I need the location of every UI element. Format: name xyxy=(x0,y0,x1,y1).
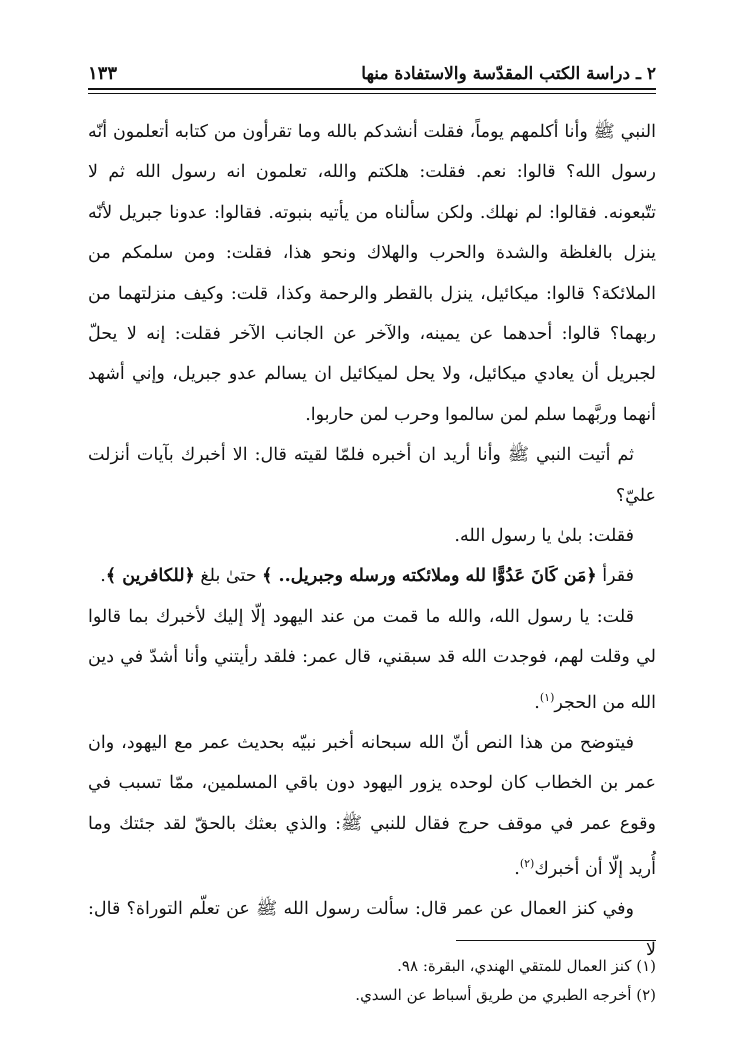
paragraph-1: النبي ﷺ وأنا أكلمهم يوماً، فقلت أنشدكم بالله وما تقرأون من كتابه أتعلمون أنّه رسول الله؟ قالوا: نعم. فقلت: هلكتم والله، تعلمون انه رسول الله ثم لا تتّبعونه. فقالوا: لم نهلك. ولكن سألناه من يأتيه بنبوته. فقالوا: عدونا جبريل لأنّه ينزل بالغلظة والشدة والحرب والهلاك ونحو هذا، فقلت: ومن سلمكم من الملائكة؟ قالوا: ميكائيل، ينزل بالقطر والرحمة وكذا، قلت: وكيف منزلتهما من ربهما؟ قالوا: أحدهما عن يمينه، والآخر عن الجانب الآخر فقلت: إنه لا يحلّ لجبريل أن يعادي ميكائيل، ولا يحل لميكائيل ان يسالم عدو جبريل، وإني أشهد أنهما وربَّهما سلم لمن سالموا وحرب لمن حاربوا. xyxy=(88,122,656,425)
paragraph-4-text: قلت: يا رسول الله، والله ما قمت من عند اليهود إلّا إليك لأخبرك بما قالوا لي وقلت لهم، فوجدت الله قد سبقني، قال عمر: فلقد رأيتني وأنا أشدّ في دين الله من الحجر xyxy=(88,606,656,713)
paragraph-5 xyxy=(88,723,656,889)
paragraph-4 xyxy=(88,597,656,723)
footnote-rule xyxy=(456,940,656,941)
chapter-title: ٢ ـ دراسة الكتب المقدّسة والاستفادة منها xyxy=(361,64,656,84)
footnote-2: (٢) أخرجه الطبري من طريق أسباط عن السدي. xyxy=(355,986,656,1004)
footnote-ref-2[interactable]: (٢) xyxy=(519,857,535,871)
quran-verse-start: ﴿مَن كَانَ عَدُوًّا لله وملائكته ورسله وجبريل.. ﴾ xyxy=(262,566,597,587)
quran-verse-end: ﴿للكافرين ﴾ xyxy=(105,566,195,587)
quran-middle: حتىٰ بلغ xyxy=(194,566,263,587)
quran-suffix: . xyxy=(100,566,106,587)
quran-recitation-line xyxy=(88,556,656,596)
paragraph-3: فقلت: بلىٰ يا رسول الله. xyxy=(454,526,634,547)
quran-prefix: فقرأ xyxy=(596,566,634,587)
paragraph-5-text: فيتوضح من هذا النص أنّ الله سبحانه أخبر نبيّه بحديث عمر مع اليهود، وان عمر بن الخطاب كان لوحده يزور اليهود دون باقي المسلمين، ممّا تسبب في وقوع عمر في موقف حرج فقال للنبي ﷺ: والذي بعثك بالحقّ لقد جئتك وما أُريد إلّا أن أخبرك xyxy=(88,732,656,879)
paragraph-2: ثم أتيت النبي ﷺ وأنا أريد ان أخبره فلمّا لقيته قال: الا أخبرك بآيات أنزلت عليّ؟ xyxy=(88,445,656,506)
paragraph-4-end: . xyxy=(534,692,540,713)
main-text xyxy=(88,112,656,970)
book-page xyxy=(88,50,656,1030)
page-number: ١٣٣ xyxy=(88,63,118,84)
footnote-1: (١) كنز العمال للمتقي الهندي، البقرة: ٩٨. xyxy=(397,957,656,975)
running-header xyxy=(88,50,656,88)
footnotes xyxy=(88,952,656,1010)
header-rule xyxy=(88,88,656,94)
footnote-ref-1[interactable]: (١) xyxy=(539,690,555,704)
paragraph-6: وفي كنز العمال عن عمر قال: سألت رسول الله ﷺ عن تعلّم التوراة؟ قال: لا xyxy=(88,899,656,960)
paragraph-5-end: . xyxy=(514,858,520,879)
